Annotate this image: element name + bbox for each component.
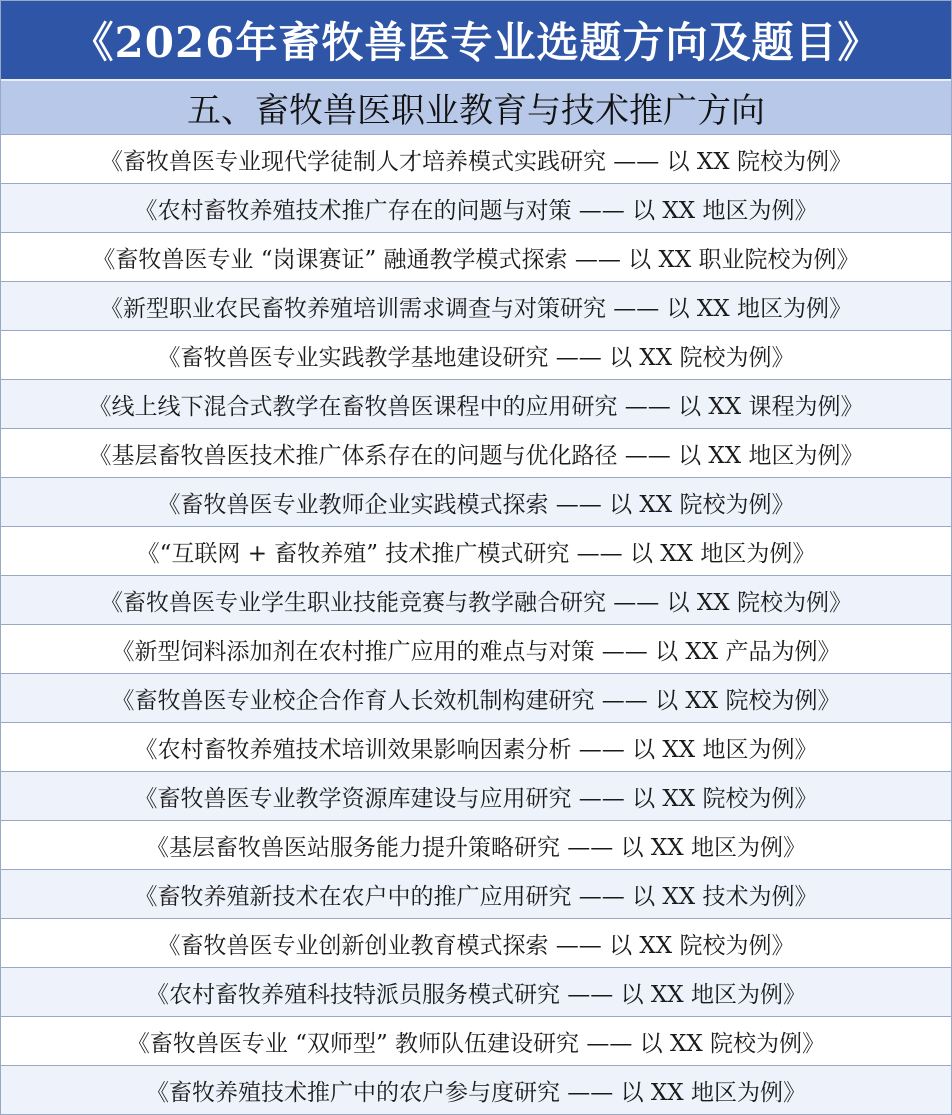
topic-item-12: 《畜牧兽医专业校企合作育人长效机制构建研究 —— 以 XX 院校为例》 bbox=[1, 674, 951, 723]
page-title: 《2026年畜牧兽医专业选题方向及题目》 bbox=[1, 1, 951, 81]
topic-item-14: 《畜牧兽医专业教学资源库建设与应用研究 —— 以 XX 院校为例》 bbox=[1, 772, 951, 821]
topic-item-8: 《畜牧兽医专业教师企业实践模式探索 —— 以 XX 院校为例》 bbox=[1, 478, 951, 527]
topic-item-4: 《新型职业农民畜牧养殖培训需求调查与对策研究 —— 以 XX 地区为例》 bbox=[1, 282, 951, 331]
topic-item-5: 《畜牧兽医专业实践教学基地建设研究 —— 以 XX 院校为例》 bbox=[1, 331, 951, 380]
topic-item-2: 《农村畜牧养殖技术推广存在的问题与对策 —— 以 XX 地区为例》 bbox=[1, 184, 951, 233]
topic-item-19: 《畜牧兽医专业 “双师型” 教师队伍建设研究 —— 以 XX 院校为例》 bbox=[1, 1017, 951, 1066]
topic-item-1: 《畜牧兽医专业现代学徒制人才培养模式实践研究 —— 以 XX 院校为例》 bbox=[1, 135, 951, 184]
topic-item-15: 《基层畜牧兽医站服务能力提升策略研究 —— 以 XX 地区为例》 bbox=[1, 821, 951, 870]
topic-item-9: 《“互联网 + 畜牧养殖” 技术推广模式研究 —— 以 XX 地区为例》 bbox=[1, 527, 951, 576]
topic-item-10: 《畜牧兽医专业学生职业技能竞赛与教学融合研究 —— 以 XX 院校为例》 bbox=[1, 576, 951, 625]
topic-item-17: 《畜牧兽医专业创新创业教育模式探索 —— 以 XX 院校为例》 bbox=[1, 919, 951, 968]
topic-item-13: 《农村畜牧养殖技术培训效果影响因素分析 —— 以 XX 地区为例》 bbox=[1, 723, 951, 772]
topic-item-7: 《基层畜牧兽医技术推广体系存在的问题与优化路径 —— 以 XX 地区为例》 bbox=[1, 429, 951, 478]
topic-item-11: 《新型饲料添加剂在农村推广应用的难点与对策 —— 以 XX 产品为例》 bbox=[1, 625, 951, 674]
topic-item-6: 《线上线下混合式教学在畜牧兽医课程中的应用研究 —— 以 XX 课程为例》 bbox=[1, 380, 951, 429]
section-heading: 五、畜牧兽医职业教育与技术推广方向 bbox=[1, 81, 951, 135]
topic-item-16: 《畜牧养殖新技术在农户中的推广应用研究 —— 以 XX 技术为例》 bbox=[1, 870, 951, 919]
topic-item-20: 《畜牧养殖技术推广中的农户参与度研究 —— 以 XX 地区为例》 bbox=[1, 1066, 951, 1114]
topic-list bbox=[1, 135, 951, 1114]
topic-item-18: 《农村畜牧养殖科技特派员服务模式研究 —— 以 XX 地区为例》 bbox=[1, 968, 951, 1017]
topic-item-3: 《畜牧兽医专业 “岗课赛证” 融通教学模式探索 —— 以 XX 职业院校为例》 bbox=[1, 233, 951, 282]
